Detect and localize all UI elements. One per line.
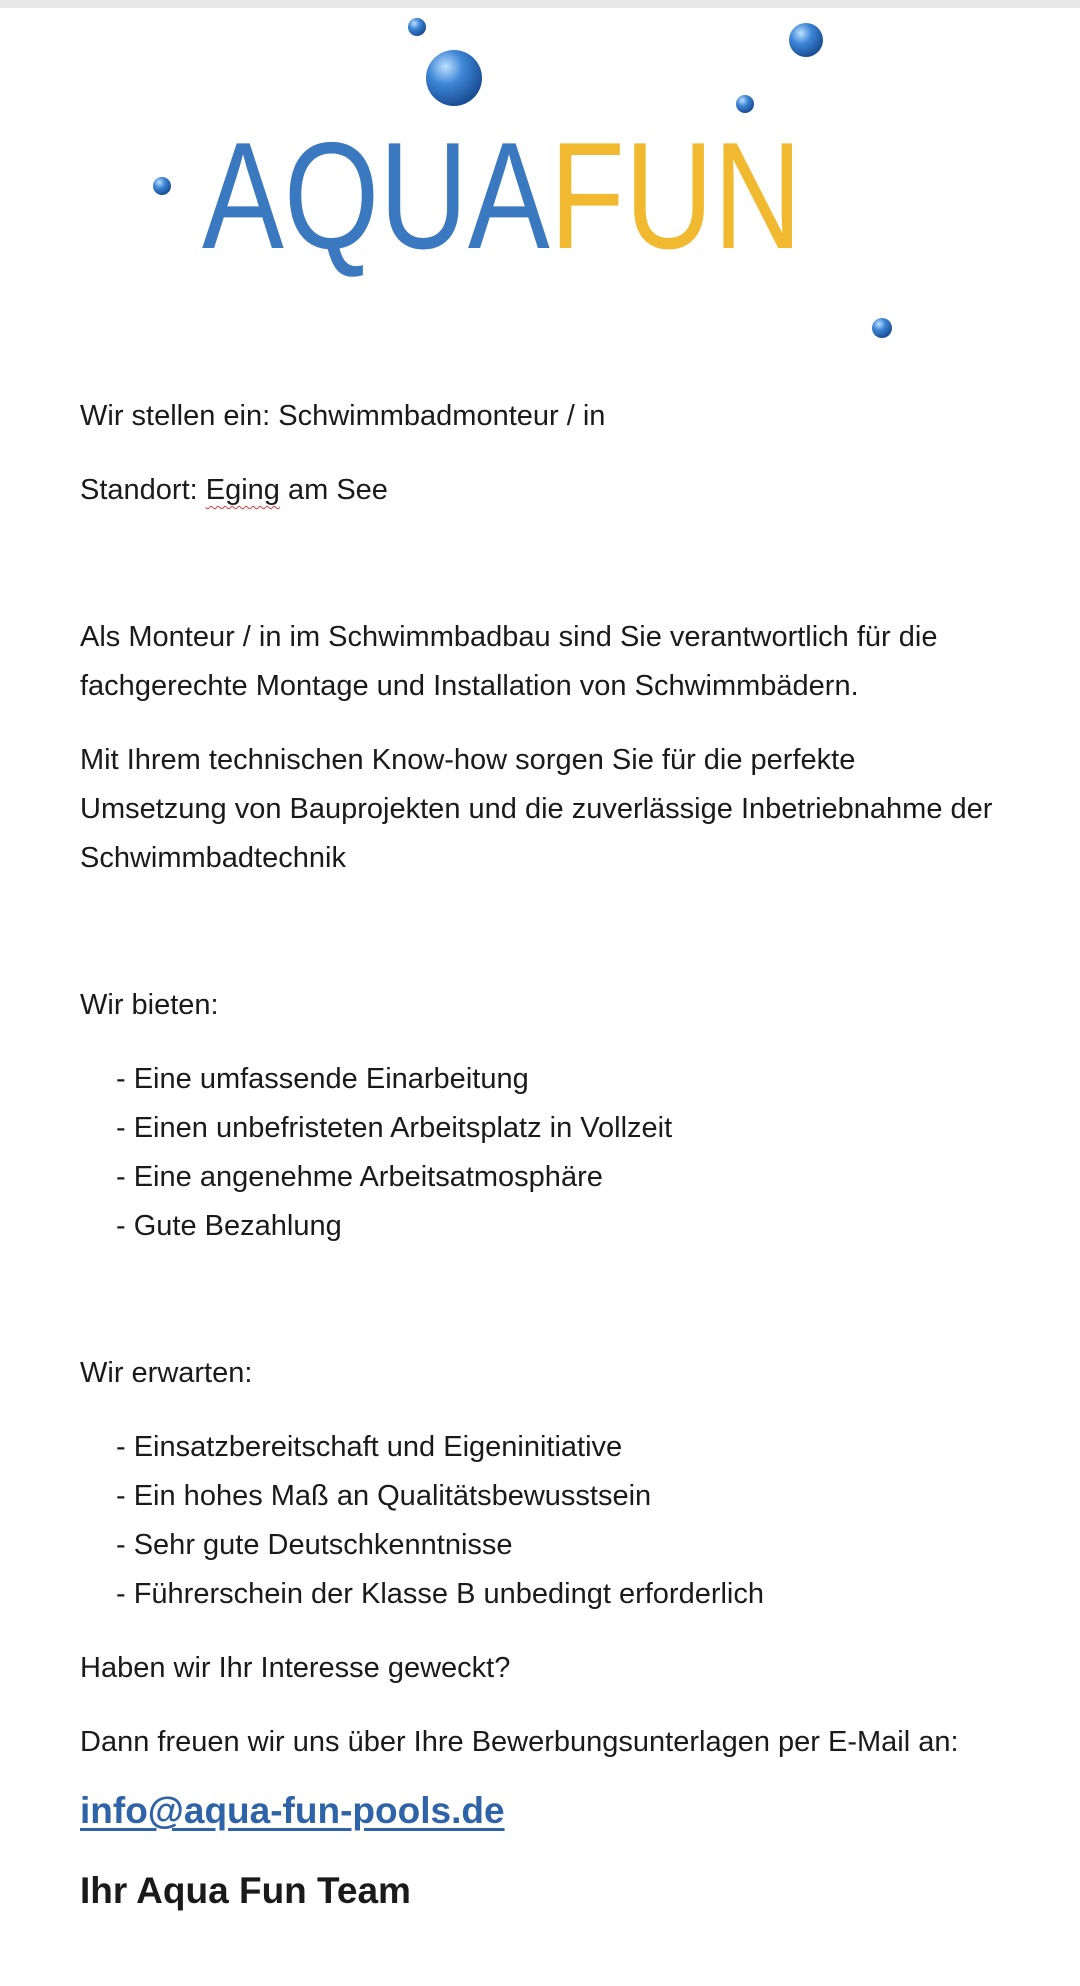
- job-posting: [80, 392, 1010, 1917]
- location-line: [80, 466, 1010, 515]
- email-link[interactable]: info@aqua-fun-pools.de: [80, 1790, 505, 1831]
- offer-title: Wir bieten:: [80, 989, 219, 1021]
- logo-text-aqua: AQUA: [202, 111, 633, 281]
- bubble-icon: [789, 23, 823, 57]
- offer-list: [80, 1055, 1010, 1251]
- signature: Ihr Aqua Fun Team: [80, 1870, 411, 1911]
- position-title: Wir stellen ein: Schwimmbadmonteur / in: [80, 400, 606, 432]
- bubble-icon: [408, 18, 426, 36]
- expect-item: - Sehr gute Deutschkenntnisse: [116, 1529, 513, 1561]
- offer-item: - Gute Bezahlung: [116, 1210, 342, 1242]
- interest-question: Haben wir Ihr Interesse geweckt?: [80, 1652, 511, 1684]
- expect-item: - Einsatzbereitschaft und Eigeninitiative: [116, 1431, 623, 1463]
- location-suffix: am See: [279, 474, 388, 506]
- location-town: Eging: [205, 474, 280, 506]
- logo-text-fun: FUN: [549, 111, 863, 281]
- intro-paragraph-1: Als Monteur / in im Schwimmbadbau sind Sie verantwortlich für die fachgerechte Montage und Installation von Schwimmbädern.: [80, 621, 938, 702]
- bubble-icon: [153, 177, 171, 195]
- offer-item: - Eine angenehme Arbeitsatmosphäre: [116, 1161, 603, 1193]
- expect-list: [80, 1423, 1010, 1619]
- location-prefix: Standort:: [80, 474, 206, 506]
- expect-item: - Ein hohes Maß an Qualitätsbewusstsein: [116, 1480, 652, 1512]
- top-bar: [0, 0, 1080, 8]
- svg-text:AQUAFUN: [202, 111, 863, 281]
- expect-title: Wir erwarten:: [80, 1357, 253, 1389]
- intro-paragraph-2: Mit Ihrem technischen Know-how sorgen Sie für die perfekte Umsetzung von Bauprojekten und die zuverlässige Inbetriebnahme der Schwimmbadtechnik: [80, 744, 993, 874]
- expect-item: - Führerschein der Klasse B unbedingt erforderlich: [116, 1578, 764, 1610]
- bubble-icon: [426, 50, 482, 106]
- application-invite: Dann freuen wir uns über Ihre Bewerbungsunterlagen per E-Mail an:: [80, 1726, 959, 1758]
- offer-item: - Einen unbefristeten Arbeitsplatz in Vollzeit: [116, 1112, 673, 1144]
- bubble-icon: [872, 318, 892, 338]
- aquafun-logo: [130, 10, 920, 350]
- offer-item: - Eine umfassende Einarbeitung: [116, 1063, 529, 1095]
